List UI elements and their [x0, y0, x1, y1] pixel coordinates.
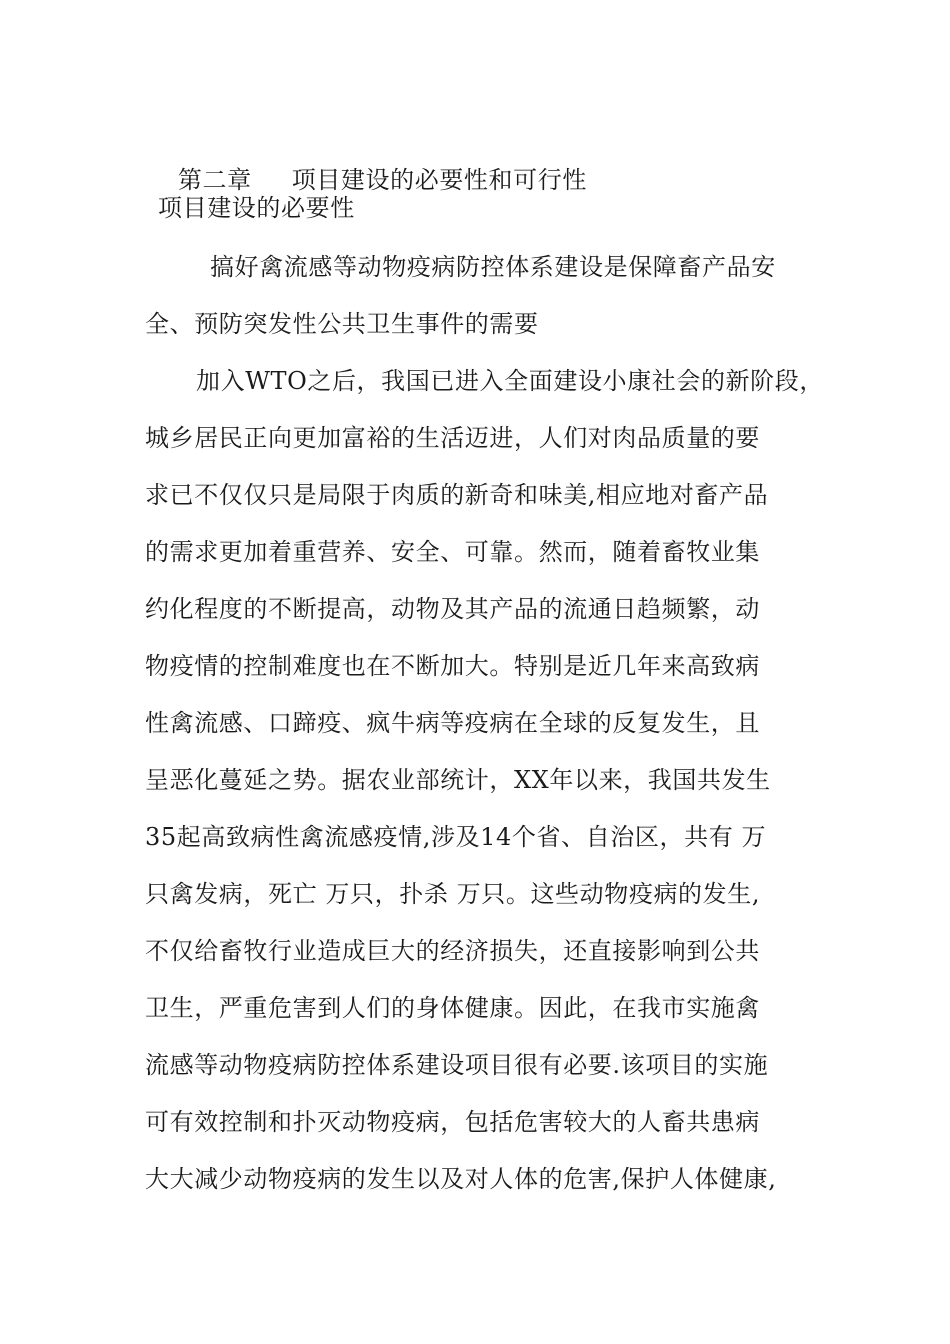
body-line: 的需求更加着重营养、安全、可靠。然而，随着畜牧业集: [145, 538, 760, 566]
body-line: 卫生，严重危害到人们的身体健康。因此，在我市实施禽: [145, 994, 760, 1022]
body-line: 求已不仅仅只是局限于肉质的新奇和味美,相应地对畜产品: [145, 481, 769, 509]
body-line: 物疫情的控制难度也在不断加大。特别是近几年来高致病: [145, 652, 760, 680]
body-line: 流感等动物疫病防控体系建设项目很有必要.该项目的实施: [145, 1051, 769, 1079]
body-line: 呈恶化蔓延之势。据农业部统计，XX年以来，我国共发生: [145, 766, 771, 794]
body-line: 不仅给畜牧行业造成巨大的经济损失，还直接影响到公共: [145, 937, 760, 965]
chapter-title: 项目建设的必要性和可行性: [291, 166, 587, 194]
body-line: 城乡居民正向更加富裕的生活迈进，人们对肉品质量的要: [145, 424, 760, 452]
subsection-heading-line-2: 全、预防突发性公共卫生事件的需要: [145, 310, 539, 338]
body-line: 35起高致病性禽流感疫情,涉及14个省、自治区，共有 万: [145, 823, 767, 851]
body-line: 约化程度的不断提高，动物及其产品的流通日趋频繁，动: [145, 595, 760, 623]
body-line: 大大减少动物疫病的发生以及对人体的危害,保护人体健康,: [145, 1165, 777, 1193]
body-line: 可有效控制和扑灭动物疫病，包括危害较大的人畜共患病: [145, 1108, 760, 1136]
chapter-number: 第二章: [177, 166, 252, 194]
body-line: 性禽流感、口蹄疫、疯牛病等疫病在全球的反复发生，且: [145, 709, 760, 737]
subsection-heading-line-1: 搞好禽流感等动物疫病防控体系建设是保障畜产品安: [210, 253, 776, 281]
body-line: 加入WTO之后，我国已进入全面建设小康社会的新阶段，: [196, 367, 824, 395]
section-heading: 项目建设的必要性: [158, 194, 355, 222]
body-line: 只禽发病，死亡 万只，扑杀 万只。这些动物疫病的发生,: [145, 880, 761, 908]
